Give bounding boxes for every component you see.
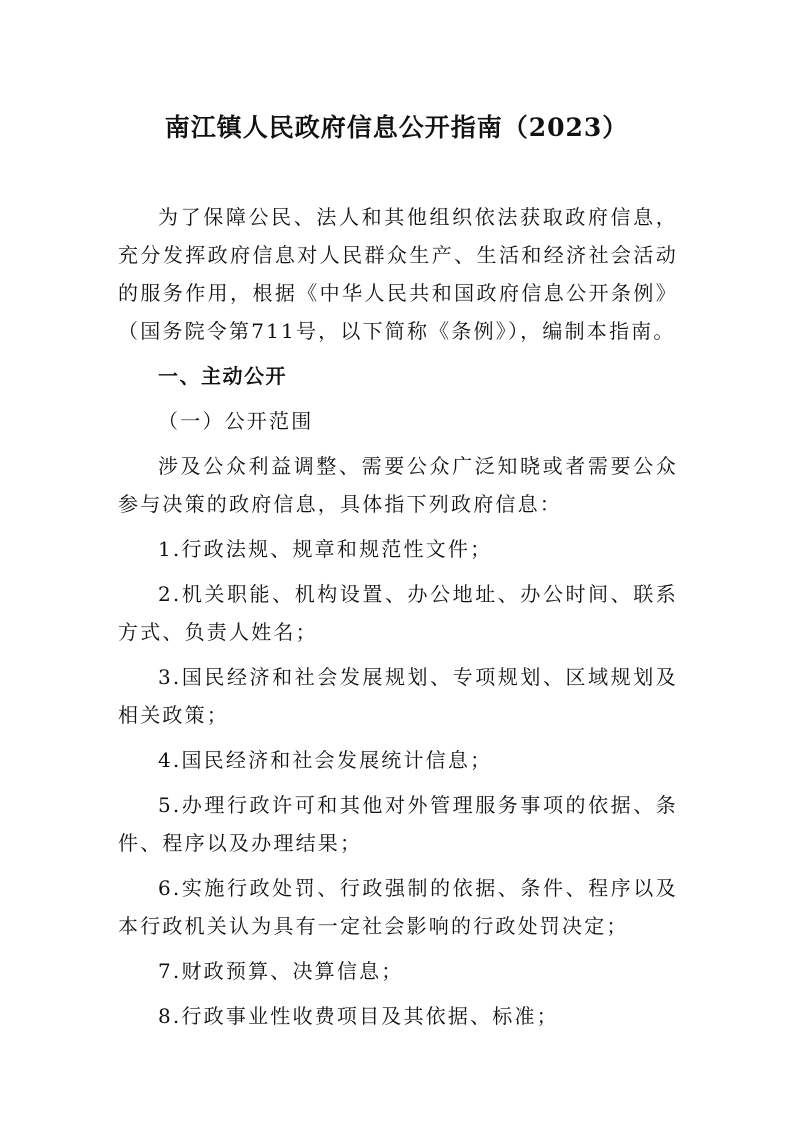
subsection-heading: （一）公开范围 — [158, 409, 314, 433]
document-body — [118, 198, 678, 1042]
list-item: 7.财政预算、决算信息； — [158, 959, 404, 983]
list-item: 2.机关职能、机构设置、办公地址、办公时间、联系方式、负责人姓名； — [118, 582, 678, 644]
list-item: 1.行政法规、规章和规范性文件； — [158, 537, 493, 561]
document-title: 南江镇人民政府信息公开指南（2023） — [164, 113, 629, 142]
list-item: 8.行政事业性收费项目及其依据、标准； — [158, 1004, 559, 1028]
list-item: 5.办理行政许可和其他对外管理服务事项的依据、条件、程序以及办理结果； — [118, 793, 678, 855]
section-heading: 一、主动公开 — [158, 364, 287, 388]
intro-paragraph: 为了保障公民、法人和其他组织依法获取政府信息，充分发挥政府信息对人民群众生产、生活和经济社会活动的服务作用，根据《中华人民共和国政府信息公开条例》（国务院令第711号，以下简称《条例》），编制本指南。 — [118, 205, 678, 343]
scope-paragraph: 涉及公众利益调整、需要公众广泛知晓或者需要公众参与决策的政府信息，具体指下列政府信息： — [118, 454, 678, 516]
list-item: 3.国民经济和社会发展规划、专项规划、区域规划及相关政策； — [118, 665, 678, 727]
list-item: 6.实施行政处罚、行政强制的依据、条件、程序以及本行政机关认为具有一定社会影响的行政处罚决定； — [118, 876, 678, 938]
list-item: 4.国民经济和社会发展统计信息； — [158, 748, 493, 772]
